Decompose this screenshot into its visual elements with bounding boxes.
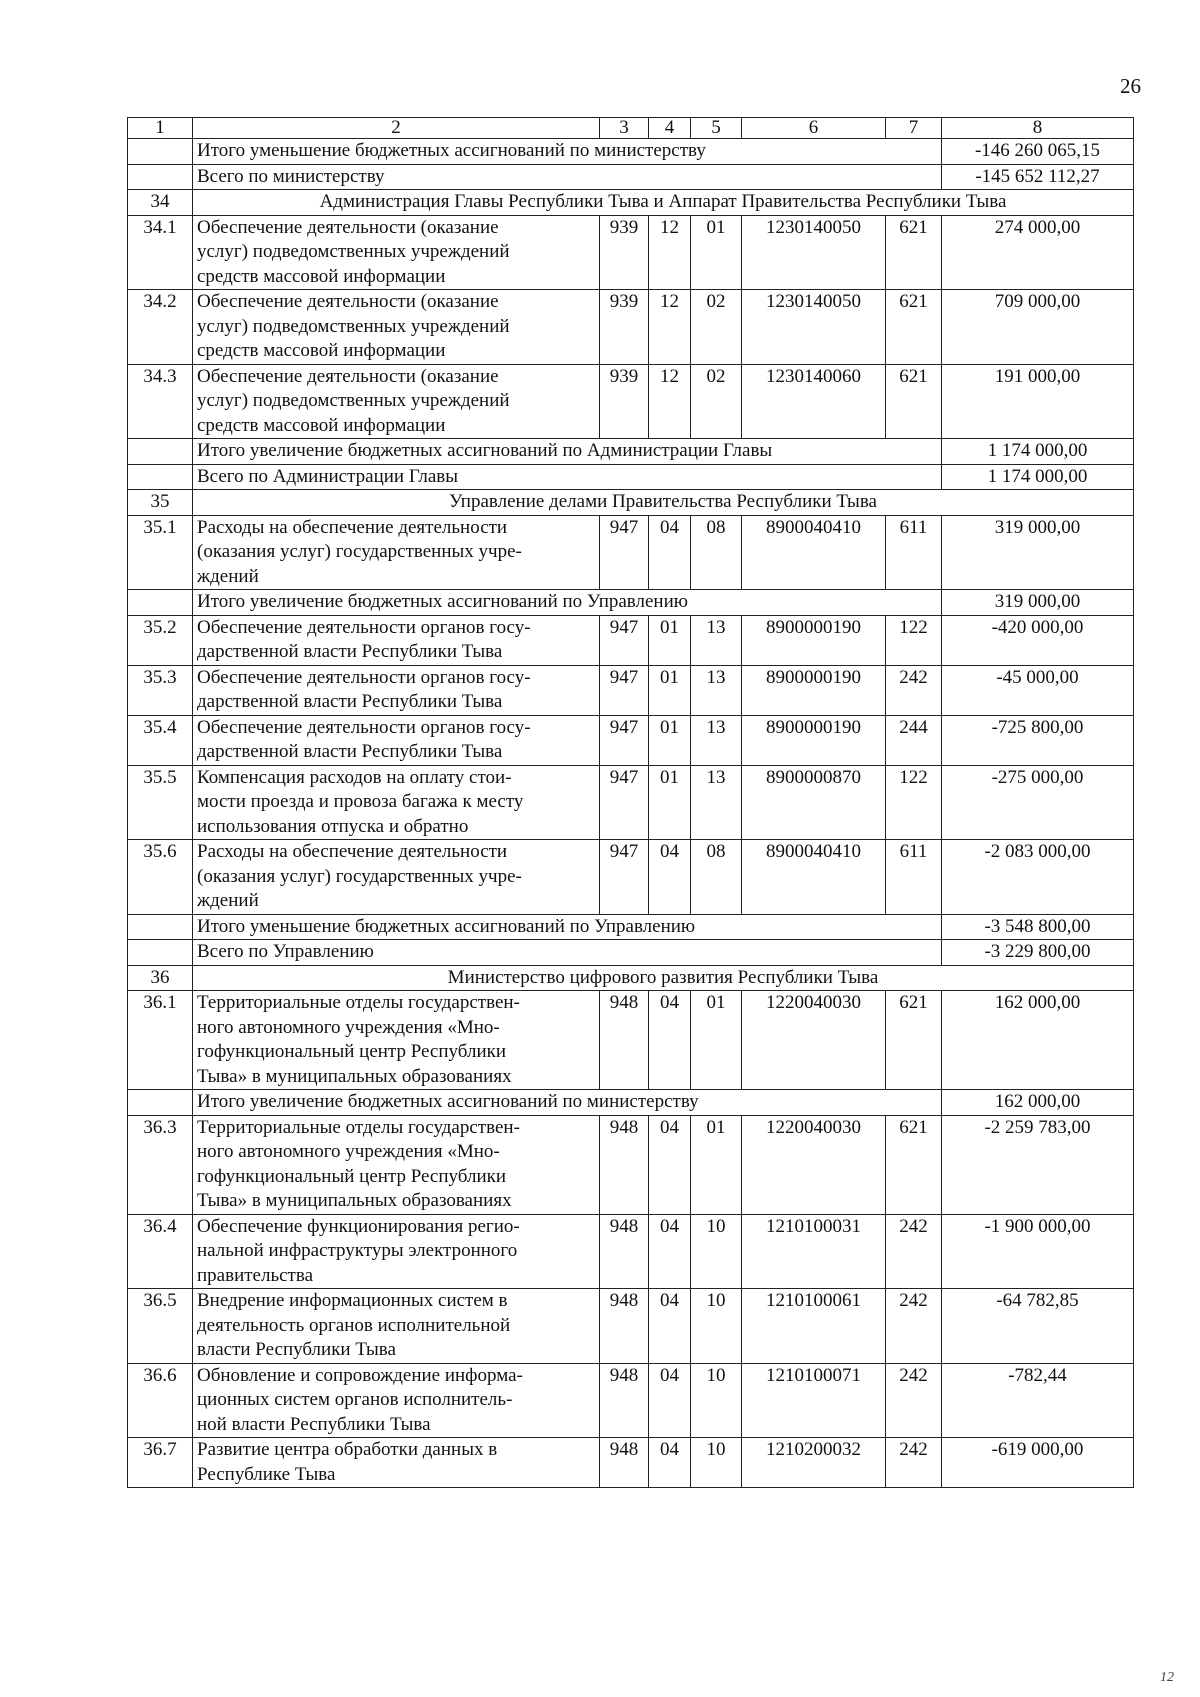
summary-amount: 319 000,00 (942, 590, 1134, 616)
ministry-code: 939 (600, 215, 649, 290)
row-number-empty (128, 164, 193, 190)
description-line: Тыва» в муниципальных образованиях (197, 1065, 512, 1087)
target-article-code: 8900000190 (742, 715, 886, 765)
target-article-code: 8900000870 (742, 765, 886, 840)
subsection-code: 01 (691, 991, 742, 1090)
description-line: средств массовой информации (197, 265, 446, 287)
ministry-code: 947 (600, 715, 649, 765)
subsection-code: 01 (691, 215, 742, 290)
table-row (128, 1214, 1134, 1289)
column-header: 5 (691, 118, 742, 139)
column-header: 6 (742, 118, 886, 139)
item-description (193, 1214, 600, 1289)
description-line: Обеспечение деятельности (оказание (197, 365, 499, 387)
item-description (193, 515, 600, 590)
subsection-code: 10 (691, 1214, 742, 1289)
row-number: 35.5 (128, 765, 193, 840)
amount: 319 000,00 (942, 515, 1134, 590)
target-article-code: 8900040410 (742, 840, 886, 915)
expense-type-code: 621 (886, 290, 942, 365)
item-description (193, 1363, 600, 1438)
summary-amount: 1 174 000,00 (942, 464, 1134, 490)
row-number: 34.3 (128, 364, 193, 439)
table-row (128, 840, 1134, 915)
ministry-code: 939 (600, 364, 649, 439)
summary-amount: -145 652 112,27 (942, 164, 1134, 190)
section-title: Администрация Главы Республики Тыва и Аппарат Правительства Республики Тыва (193, 190, 1134, 216)
subsection-code: 02 (691, 290, 742, 365)
section-code: 04 (649, 1289, 691, 1364)
row-number: 36.4 (128, 1214, 193, 1289)
expense-type-code: 242 (886, 1289, 942, 1364)
column-header: 7 (886, 118, 942, 139)
amount: 709 000,00 (942, 290, 1134, 365)
subsection-code: 10 (691, 1363, 742, 1438)
expense-type-code: 242 (886, 665, 942, 715)
target-article-code: 1210100031 (742, 1214, 886, 1289)
subsection-code: 13 (691, 715, 742, 765)
table-row (128, 665, 1134, 715)
item-description (193, 665, 600, 715)
row-number-empty (128, 590, 193, 616)
target-article-code: 1210200032 (742, 1438, 886, 1488)
description-line: Республике Тыва (197, 1463, 336, 1485)
row-number-empty (128, 439, 193, 465)
description-line: Территориальные отделы государствен- (197, 992, 520, 1013)
table-row (128, 1289, 1134, 1364)
ministry-code: 947 (600, 665, 649, 715)
item-description (193, 615, 600, 665)
description-line: гофункциональный центр Республики (197, 1041, 507, 1062)
section-code: 01 (649, 615, 691, 665)
table-row (128, 615, 1134, 665)
expense-type-code: 621 (886, 991, 942, 1090)
expense-type-code: 621 (886, 215, 942, 290)
section-title: Министерство цифрового развития Республики Тыва (193, 965, 1134, 991)
amount: -45 000,00 (942, 665, 1134, 715)
description-line: ждений (197, 565, 259, 587)
ministry-code: 948 (600, 991, 649, 1090)
section-code: 01 (649, 665, 691, 715)
section-code: 04 (649, 840, 691, 915)
summary-row (128, 1090, 1134, 1116)
ministry-code: 948 (600, 1363, 649, 1438)
description-line: правительства (197, 1264, 314, 1286)
description-line: Обеспечение функционирования регио- (197, 1215, 520, 1237)
description-line: Обновление и сопровождение информа- (197, 1364, 523, 1386)
summary-label: Всего по Управлению (193, 940, 942, 966)
item-description (193, 715, 600, 765)
target-article-code: 1220040030 (742, 1115, 886, 1214)
table-row (128, 290, 1134, 365)
target-article-code: 1210100071 (742, 1363, 886, 1438)
description-line: Внедрение информационных систем в (197, 1290, 508, 1311)
row-number: 34.1 (128, 215, 193, 290)
target-article-code: 8900000190 (742, 615, 886, 665)
subsection-code: 13 (691, 765, 742, 840)
column-header-row (128, 118, 1134, 139)
description-line: услуг) подведомственных учреждений (197, 315, 510, 337)
ministry-code: 947 (600, 615, 649, 665)
description-line: мости проезда и провоза багажа к месту (197, 791, 524, 812)
row-number-empty (128, 940, 193, 966)
summary-amount: 1 174 000,00 (942, 439, 1134, 465)
column-header: 4 (649, 118, 691, 139)
section-code: 01 (649, 765, 691, 840)
table-row (128, 364, 1134, 439)
summary-amount: -3 548 800,00 (942, 914, 1134, 940)
amount: -275 000,00 (942, 765, 1134, 840)
table-row (128, 991, 1134, 1090)
target-article-code: 1230140060 (742, 364, 886, 439)
description-line: ной власти Республики Тыва (197, 1413, 431, 1435)
target-article-code: 1220040030 (742, 991, 886, 1090)
expense-type-code: 611 (886, 840, 942, 915)
target-article-code: 1210100061 (742, 1289, 886, 1364)
summary-amount: -3 229 800,00 (942, 940, 1134, 966)
column-header: 1 (128, 118, 193, 139)
amount: 191 000,00 (942, 364, 1134, 439)
target-article-code: 8900000190 (742, 665, 886, 715)
row-number-empty (128, 464, 193, 490)
table-row (128, 215, 1134, 290)
description-line: Компенсация расходов на оплату стои- (197, 766, 512, 788)
expense-type-code: 242 (886, 1363, 942, 1438)
description-line: (оказания услуг) государственных учре- (197, 865, 522, 887)
expense-type-code: 621 (886, 364, 942, 439)
description-line: власти Республики Тыва (197, 1339, 396, 1360)
section-row (128, 965, 1134, 991)
column-header: 8 (942, 118, 1134, 139)
table-body (128, 139, 1134, 1488)
description-line: дарственной власти Республики Тыва (197, 641, 503, 662)
section-code: 04 (649, 515, 691, 590)
target-article-code: 1230140050 (742, 290, 886, 365)
item-description (193, 991, 600, 1090)
description-line: нальной инфраструктуры электронного (197, 1240, 518, 1261)
description-line: Обеспечение деятельности (оказание (197, 216, 499, 238)
amount: -2 259 783,00 (942, 1115, 1134, 1214)
table-row (128, 515, 1134, 590)
section-title: Управление делами Правительства Республики Тыва (193, 490, 1134, 516)
amount: -420 000,00 (942, 615, 1134, 665)
column-header: 3 (600, 118, 649, 139)
description-line: Обеспечение деятельности органов госу- (197, 666, 531, 688)
description-line: средств массовой информации (197, 414, 446, 436)
subsection-code: 02 (691, 364, 742, 439)
subsection-code: 13 (691, 615, 742, 665)
row-number: 36.3 (128, 1115, 193, 1214)
section-code: 12 (649, 364, 691, 439)
section-number: 34 (128, 190, 193, 216)
column-header: 2 (193, 118, 600, 139)
item-description (193, 215, 600, 290)
budget-table (127, 117, 1134, 1488)
summary-label: Всего по Администрации Главы (193, 464, 942, 490)
amount: -725 800,00 (942, 715, 1134, 765)
section-row (128, 490, 1134, 516)
summary-label: Итого увеличение бюджетных ассигнований по Управлению (193, 590, 942, 616)
ministry-code: 948 (600, 1214, 649, 1289)
table-row (128, 715, 1134, 765)
description-line: ного автономного учреждения «Мно- (197, 1141, 500, 1162)
row-number: 35.2 (128, 615, 193, 665)
description-line: дарственной власти Республики Тыва (197, 741, 503, 762)
item-description (193, 364, 600, 439)
section-row (128, 190, 1134, 216)
row-number: 36.6 (128, 1363, 193, 1438)
target-article-code: 8900040410 (742, 515, 886, 590)
expense-type-code: 244 (886, 715, 942, 765)
table-row (128, 1363, 1134, 1438)
row-number: 36.7 (128, 1438, 193, 1488)
description-line: ждений (197, 890, 259, 911)
description-line: Расходы на обеспечение деятельности (197, 516, 508, 538)
description-line: Обеспечение деятельности органов госу- (197, 716, 531, 738)
summary-amount: 162 000,00 (942, 1090, 1134, 1116)
summary-row (128, 464, 1134, 490)
section-code: 04 (649, 1214, 691, 1289)
summary-label: Итого уменьшение бюджетных ассигнований по Управлению (193, 914, 942, 940)
row-number: 36.5 (128, 1289, 193, 1364)
summary-row (128, 590, 1134, 616)
subsection-code: 01 (691, 1115, 742, 1214)
row-number: 35.4 (128, 715, 193, 765)
item-description (193, 290, 600, 365)
item-description (193, 1115, 600, 1214)
description-line: Обеспечение деятельности (оказание (197, 291, 499, 312)
description-line: услуг) подведомственных учреждений (197, 390, 510, 411)
amount: -619 000,00 (942, 1438, 1134, 1488)
subsection-code: 08 (691, 840, 742, 915)
item-description (193, 840, 600, 915)
target-article-code: 1230140050 (742, 215, 886, 290)
section-number: 35 (128, 490, 193, 516)
row-number-empty (128, 914, 193, 940)
amount: -64 782,85 (942, 1289, 1134, 1364)
description-line: Территориальные отделы государствен- (197, 1116, 520, 1138)
description-line: использования отпуска и обратно (197, 815, 469, 837)
expense-type-code: 122 (886, 615, 942, 665)
summary-row (128, 914, 1134, 940)
ministry-code: 947 (600, 840, 649, 915)
table-row (128, 1438, 1134, 1488)
description-line: деятельность органов исполнительной (197, 1314, 511, 1336)
ministry-code: 947 (600, 515, 649, 590)
ministry-code: 939 (600, 290, 649, 365)
expense-type-code: 242 (886, 1214, 942, 1289)
table-row (128, 1115, 1134, 1214)
description-line: дарственной власти Республики Тыва (197, 691, 503, 712)
section-code: 12 (649, 290, 691, 365)
ministry-code: 947 (600, 765, 649, 840)
item-description (193, 1289, 600, 1364)
summary-label: Итого увеличение бюджетных ассигнований по министерству (193, 1090, 942, 1116)
summary-row (128, 139, 1134, 165)
summary-amount: -146 260 065,15 (942, 139, 1134, 165)
amount: -2 083 000,00 (942, 840, 1134, 915)
description-line: (оказания услуг) государственных учре- (197, 541, 522, 562)
summary-label: Итого уменьшение бюджетных ассигнований по министерству (193, 139, 942, 165)
amount: -782,44 (942, 1363, 1134, 1438)
subsection-code: 10 (691, 1438, 742, 1488)
subsection-code: 08 (691, 515, 742, 590)
row-number: 35.6 (128, 840, 193, 915)
description-line: Расходы на обеспечение деятельности (197, 841, 508, 862)
amount: 274 000,00 (942, 215, 1134, 290)
summary-row (128, 940, 1134, 966)
summary-row (128, 439, 1134, 465)
ministry-code: 948 (600, 1115, 649, 1214)
section-code: 04 (649, 1438, 691, 1488)
section-code: 04 (649, 1363, 691, 1438)
expense-type-code: 621 (886, 1115, 942, 1214)
table-row (128, 765, 1134, 840)
row-number: 35.1 (128, 515, 193, 590)
section-code: 01 (649, 715, 691, 765)
description-line: средств массовой информации (197, 340, 446, 361)
subsection-code: 13 (691, 665, 742, 715)
corner-mark: 12 (1160, 1670, 1174, 1685)
section-code: 04 (649, 1115, 691, 1214)
ministry-code: 948 (600, 1438, 649, 1488)
description-line: Развитие центра обработки данных в (197, 1439, 498, 1460)
item-description (193, 765, 600, 840)
row-number-empty (128, 1090, 193, 1116)
amount: 162 000,00 (942, 991, 1134, 1090)
expense-type-code: 611 (886, 515, 942, 590)
summary-label: Итого увеличение бюджетных ассигнований по Администрации Главы (193, 439, 942, 465)
page-number: 26 (1120, 74, 1141, 98)
summary-label: Всего по министерству (193, 164, 942, 190)
description-line: Обеспечение деятельности органов госу- (197, 616, 531, 638)
summary-row (128, 164, 1134, 190)
subsection-code: 10 (691, 1289, 742, 1364)
row-number: 35.3 (128, 665, 193, 715)
item-description (193, 1438, 600, 1488)
expense-type-code: 122 (886, 765, 942, 840)
section-code: 04 (649, 991, 691, 1090)
row-number: 34.2 (128, 290, 193, 365)
ministry-code: 948 (600, 1289, 649, 1364)
description-line: ционных систем органов исполнитель- (197, 1389, 513, 1410)
description-line: Тыва» в муниципальных образованиях (197, 1190, 512, 1211)
row-number-empty (128, 139, 193, 165)
expense-type-code: 242 (886, 1438, 942, 1488)
row-number: 36.1 (128, 991, 193, 1090)
description-line: услуг) подведомственных учреждений (197, 241, 510, 262)
amount: -1 900 000,00 (942, 1214, 1134, 1289)
section-number: 36 (128, 965, 193, 991)
description-line: ного автономного учреждения «Мно- (197, 1016, 500, 1038)
description-line: гофункциональный центр Республики (197, 1165, 507, 1187)
section-code: 12 (649, 215, 691, 290)
